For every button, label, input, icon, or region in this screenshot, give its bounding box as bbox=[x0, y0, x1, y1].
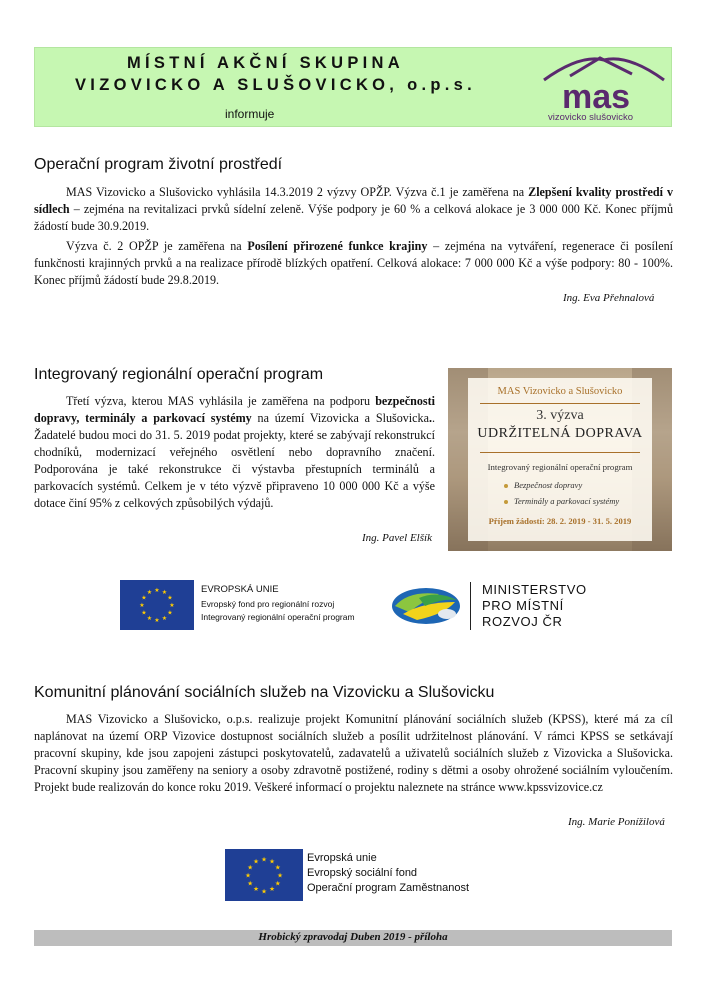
svg-text:★: ★ bbox=[277, 871, 283, 880]
section1-p1-text-a: MAS Vizovicko a Slušovicko vyhlásila 14.3.2019 2 výzvy OPŽP. Výzva č.1 je zaměřena na bbox=[66, 185, 529, 199]
section1-p1-text-c: – zejména na revitalizaci prvků sídelní zeleně. Výše podpory je 60 % a celková alokace je 3 000 000 Kč. Konec příjmů žádostí bude 30.9.2019. bbox=[34, 202, 673, 233]
section2-signature: Ing. Pavel Elšík bbox=[362, 532, 432, 544]
esf-logo-line1: Evropská unie bbox=[307, 852, 377, 864]
svg-text:★: ★ bbox=[247, 879, 254, 888]
svg-text:★: ★ bbox=[274, 879, 281, 888]
esf-logo-line3: Operační program Zaměstnanost bbox=[307, 882, 470, 894]
mas-logo-subtext: vizovicko slušovicko bbox=[548, 112, 633, 123]
mas-logo-icon bbox=[540, 52, 668, 112]
esf-logo-line2: Evropský sociální fond bbox=[307, 867, 418, 879]
section2-title: Integrovaný regionální operační program bbox=[34, 366, 324, 383]
mas-logo-text: mas bbox=[562, 78, 631, 112]
poster-card bbox=[468, 378, 652, 541]
section1-paragraph1 bbox=[34, 184, 673, 235]
section1-p2-text-c: – zejména na vytváření, regenerace či posílení funkčnosti krajinných prvků a na realizace přírodě blízkých opatření. Celková alokace: 7 000 000 Kč a výše podpory: 80 - 100%. Konec příjmů žádostí bude 29.8.2019. bbox=[34, 239, 673, 287]
bullet-dot-icon bbox=[504, 500, 508, 504]
poster-vyzva: 3. výzva bbox=[536, 408, 584, 423]
svg-text:★: ★ bbox=[141, 609, 147, 617]
svg-text:★: ★ bbox=[245, 871, 251, 880]
section1-p2-bold: Posílení přirozené funkce krajiny bbox=[247, 239, 428, 253]
svg-text:★: ★ bbox=[269, 857, 275, 866]
section1-p2-text-a: Výzva č. 2 OPŽP je zaměřena na bbox=[66, 239, 248, 253]
section1-title: Operační program životní prostředí bbox=[34, 156, 283, 173]
svg-text:★: ★ bbox=[247, 863, 254, 872]
section3-title: Komunitní plánování sociálních služeb na Vizovicku a Slušovicku bbox=[34, 684, 495, 701]
svg-text:★: ★ bbox=[274, 863, 281, 872]
eu-flag-icon bbox=[120, 580, 194, 630]
eu-logo-line3: Integrovaný regionální operační program bbox=[201, 612, 355, 622]
svg-text:★: ★ bbox=[169, 602, 175, 609]
header-banner bbox=[34, 47, 672, 127]
svg-text:★: ★ bbox=[154, 587, 160, 594]
section2-paragraph: Třetí výzva, kterou MAS vyhlásila je zaměřena na podporu bezpečnosti dopravy, terminály a parkovací systémy na území Vizovicka a Slušovicka.. Žadatelé budou moci do 31. 5. 2019 podat projekty, které se zabývají rekonstrukcí chodníků, modernizací veřejného osvětlení nebo dopravního značení. Podporována je také rekonstrukce či výstavba přestupních terminálů a parkovacích systémů. Celkem je v této výzvě připraveno 10 000 000 Kč a výše dotace činí 95% z celkových způsobilých výdajů. bbox=[34, 394, 435, 510]
section2-text-d: . Žadatelé budou moci do 31. 5. 2019 podat projekty, které se zabývají rekonstrukcí chodníků, modernizací veřejného osvětlení nebo dopravního značení. Podporována je také rekonstrukce či výstavba přestupních terminálů a parkovacích systémů. Celkem je v této výzvě připraveno 10 000 000 Kč a výše dotace činí 95% z celkových způsobilých výdajů. bbox=[34, 411, 435, 510]
svg-text:★: ★ bbox=[253, 857, 259, 866]
svg-text:★: ★ bbox=[141, 594, 147, 602]
eu-logo-line2: Evropský fond pro regionální rozvoj bbox=[201, 599, 335, 609]
footer-bar bbox=[34, 930, 672, 946]
poster-program: Integrovaný regionální operační program bbox=[487, 462, 633, 472]
mmr-logo-line2: PRO MÍSTNÍ bbox=[482, 598, 564, 613]
svg-text:★: ★ bbox=[261, 887, 267, 896]
footer-text: Hrobický zpravodaj Duben 2019 - příloha bbox=[258, 931, 448, 943]
svg-text:★: ★ bbox=[154, 617, 160, 624]
eu-flag-icon bbox=[225, 849, 303, 901]
mmr-separator bbox=[470, 582, 471, 630]
svg-text:★: ★ bbox=[161, 615, 168, 622]
svg-text:★: ★ bbox=[161, 589, 168, 596]
organization-name-line1: MÍSTNÍ AKČNÍ SKUPINA bbox=[127, 54, 404, 72]
mas-logo bbox=[540, 52, 668, 124]
organization-name-line2: VIZOVICKO A SLUŠOVICKO, o.p.s. bbox=[75, 76, 476, 94]
section2-text-a: Třetí výzva, kterou MAS vyhlásila je zaměřena na podporu bbox=[66, 394, 376, 408]
svg-text:★: ★ bbox=[146, 589, 153, 596]
svg-text:★: ★ bbox=[139, 602, 145, 609]
svg-text:★: ★ bbox=[261, 855, 267, 864]
poster-title: MAS Vizovicko a Slušovicko bbox=[497, 386, 623, 397]
svg-text:★: ★ bbox=[167, 594, 173, 602]
poster-bullet1: Bezpečnost dopravy bbox=[504, 480, 582, 490]
poster-dates: Příjem žádostí: 28. 2. 2019 - 31. 5. 2019 bbox=[488, 516, 632, 526]
mmr-logo-line3: ROZVOJ ČR bbox=[482, 614, 563, 629]
udrzitelna-doprava-poster bbox=[448, 368, 672, 551]
section3-paragraph: MAS Vizovicko a Slušovicko, o.p.s. realizuje projekt Komunitní plánování sociálních služeb (KPSS), které má za cíl naplánovat na území ORP Vizovice dostupnost sociálních služeb a posílit udržitelnost plánování. V rámci KPSS se setkávají pracovní skupiny, kde jsou zapojeni zástupci poskytovatelů, zadavatelů a uživatelů sociálních služeb z Vizovicka a Slušovicka. Pracovní skupiny jsou zaměřeny na seniory a osoby zdravotně postižené, rodiny s dětmi a osoby ohrožené sociálním vyloučením. Projekt bude realizován do konce roku 2019. Veškeré informací o projektu naleznete na stránce www.kpssvizovice.cz bbox=[34, 712, 673, 794]
svg-text:★: ★ bbox=[167, 609, 173, 617]
mmr-logo-line1: MINISTERSTVO bbox=[482, 582, 587, 597]
section2-text-c: na území Vizovicka a Slušovicka bbox=[251, 411, 429, 425]
eu-logo-line1: EVROPSKÁ UNIE bbox=[201, 584, 279, 595]
svg-text:★: ★ bbox=[253, 885, 259, 894]
poster-headline: UDRŽITELNÁ DOPRAVA bbox=[477, 426, 643, 441]
section1-p1-bold: Zlepšení kvality prostředí v sídlech bbox=[34, 185, 673, 216]
section3-signature: Ing. Marie Ponížilová bbox=[568, 816, 665, 828]
section1-paragraph2 bbox=[34, 238, 673, 289]
mmr-logo-icon bbox=[389, 584, 463, 628]
svg-text:★: ★ bbox=[269, 885, 275, 894]
section2-bold: bezpečnosti dopravy, terminály a parkovací systémy bbox=[34, 394, 435, 425]
poster-bullet2: Terminály a parkovací systémy bbox=[504, 496, 619, 506]
informuje-label: informuje bbox=[225, 107, 275, 121]
svg-text:★: ★ bbox=[146, 615, 153, 622]
bullet-dot-icon bbox=[504, 484, 508, 488]
section1-signature: Ing. Eva Přehnalová bbox=[563, 292, 655, 304]
